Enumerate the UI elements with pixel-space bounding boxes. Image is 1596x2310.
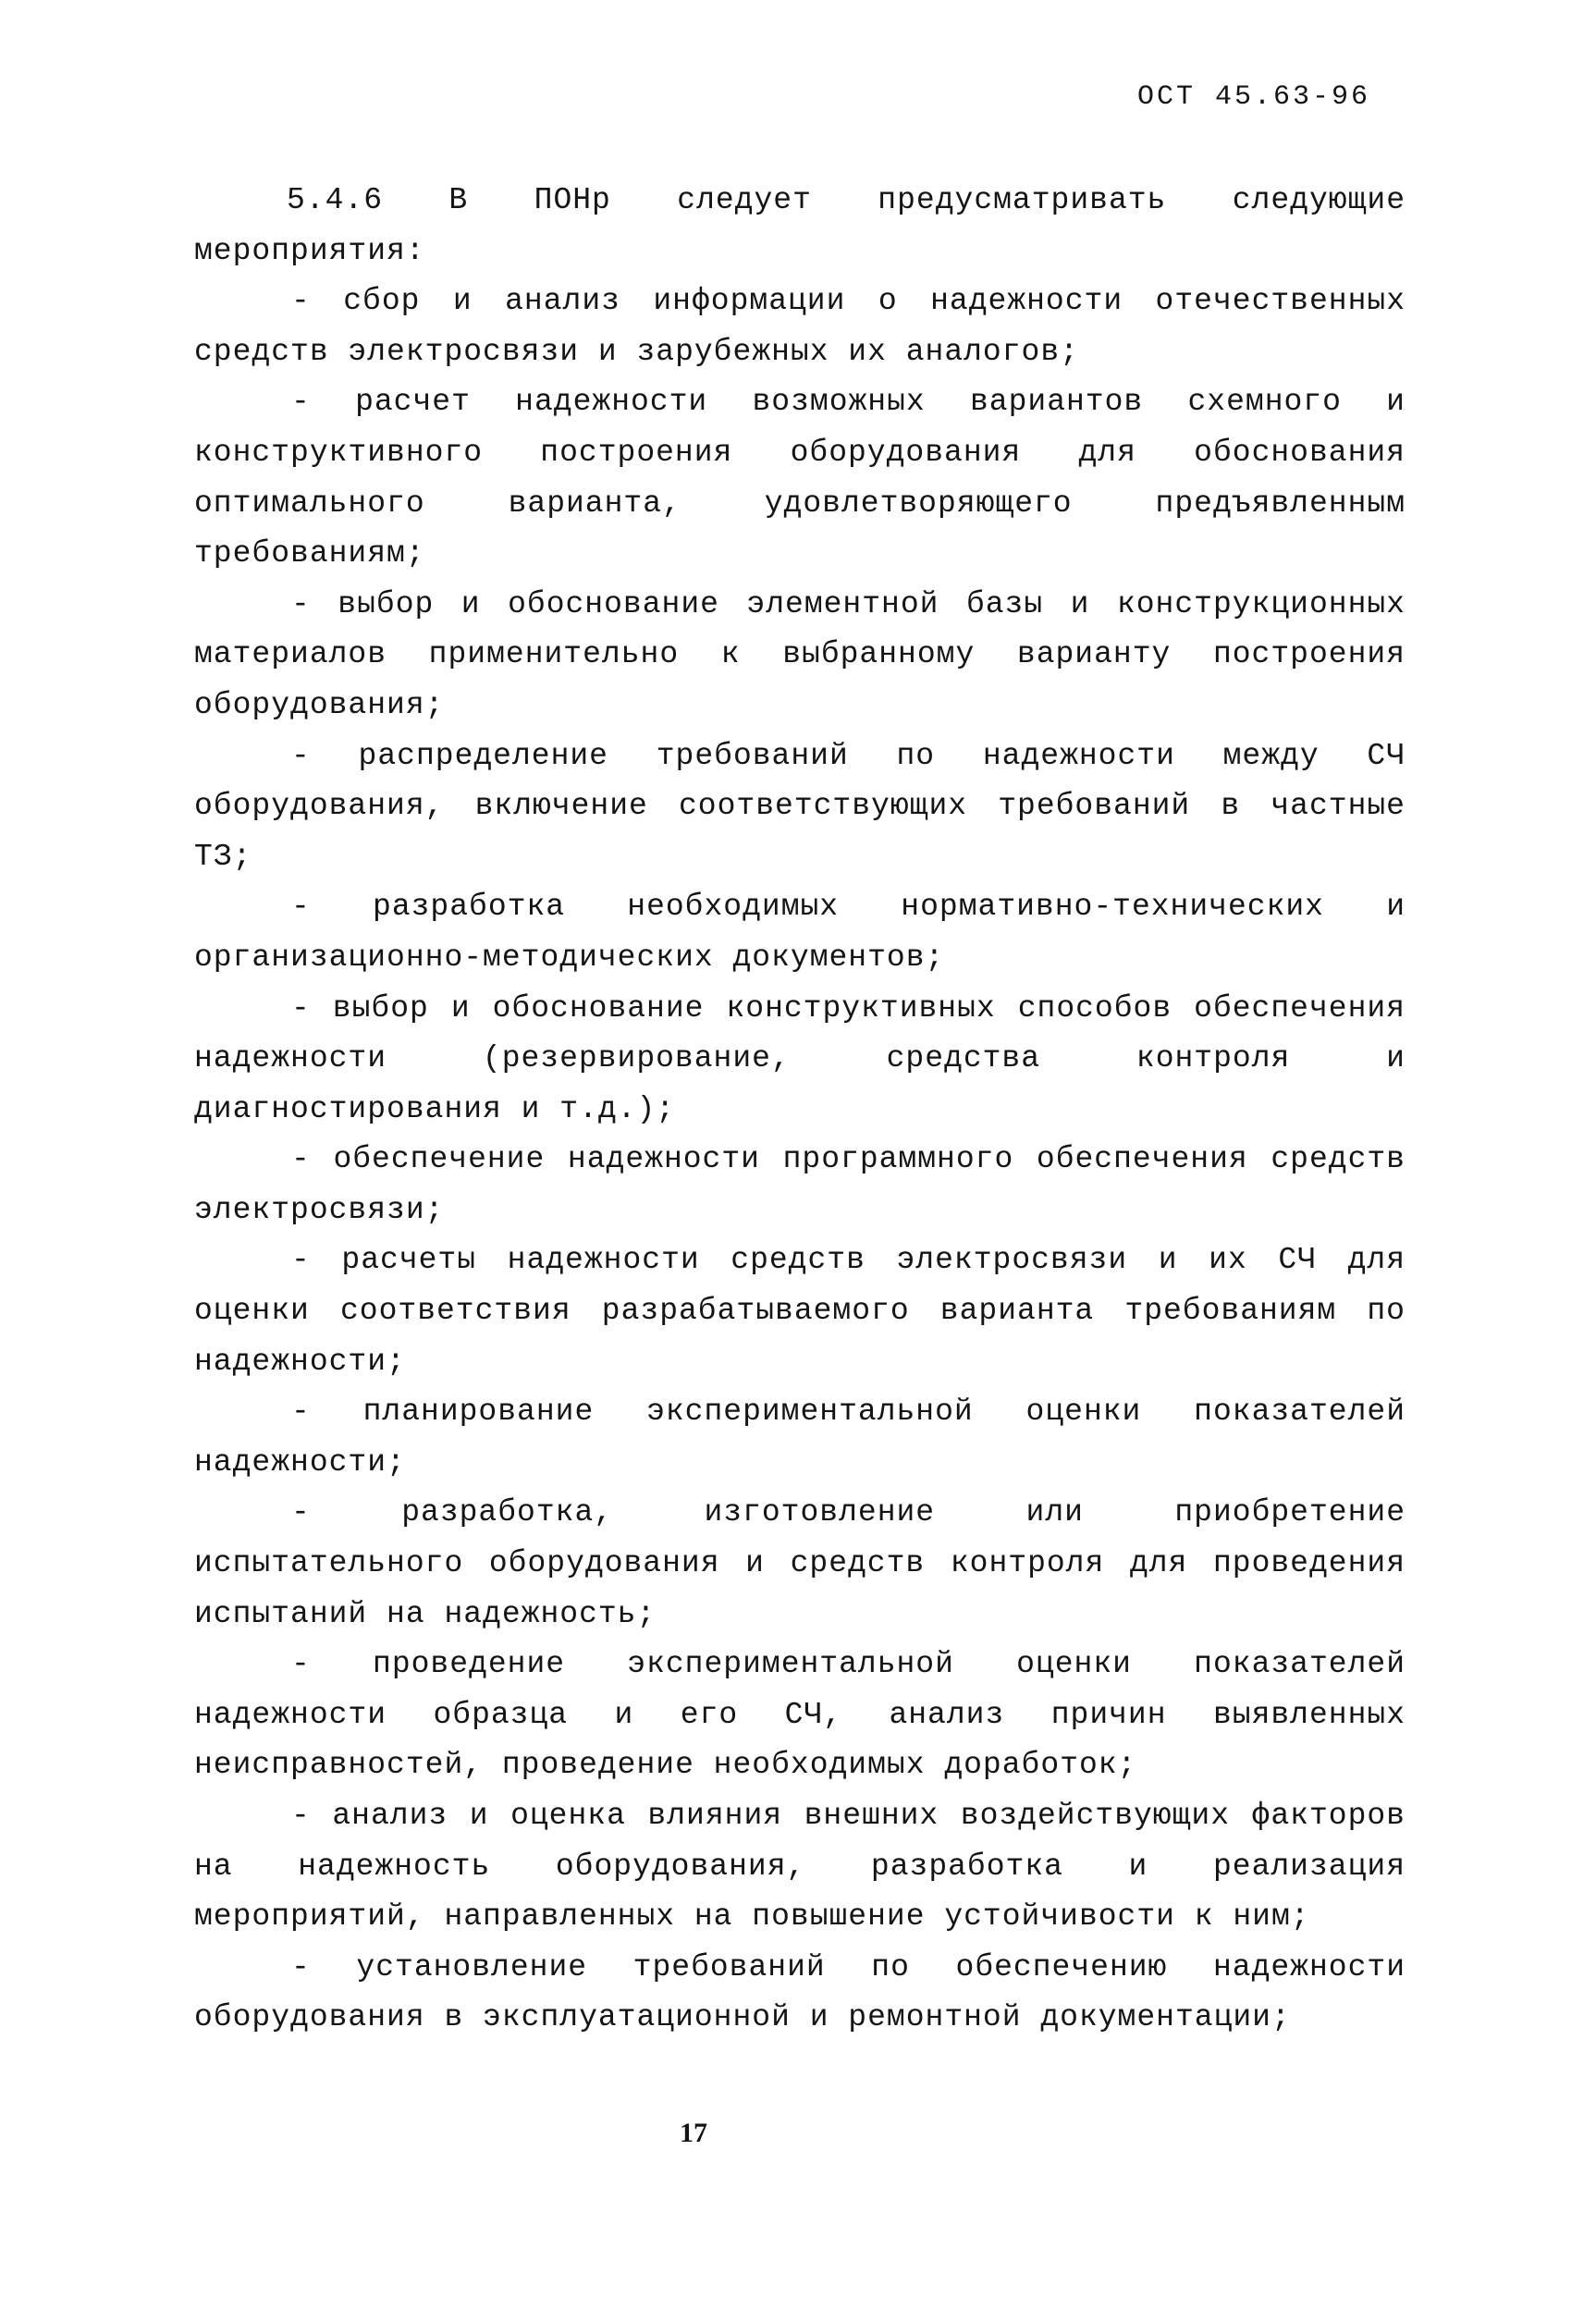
list-item: - планирование экспериментальной оценки показателей надежности; [194, 1395, 1406, 1480]
list-item: - выбор и обоснование конструктивных способов обеспечения надежности (резервирование, средства контроля и диагностирования и т.д.); [194, 990, 1406, 1126]
section-intro: 5.4.6 В ПОНр следует предусматривать следующие мероприятия: [194, 183, 1406, 268]
list-item: - распределение требований по надежности между СЧ оборудования, включение соответствующих требований в частные ТЗ; [194, 738, 1406, 874]
list-item: - расчет надежности возможных вариантов схемного и конструктивного построения оборудования для обоснования оптимального варианта, удовлетворяющего предъявленным требованиям; [194, 385, 1406, 571]
page-number: 17 [680, 2118, 707, 2148]
list-item: - обеспечение надежности программного обеспечения средств электросвязи; [194, 1142, 1406, 1227]
list-item: - анализ и оценка влияния внешних воздействующих факторов на надежность оборудования, разработка и реализация мероприятий, направленных на повышение устойчивости к ним; [194, 1799, 1406, 1935]
list-item: - расчеты надежности средств электросвязи и их СЧ для оценки соответствия разрабатываемого варианта требованиям по надежности; [194, 1243, 1406, 1379]
list-item: - разработка, изготовление или приобретение испытательного оборудования и средств контроля для проведения испытаний на надежность; [194, 1495, 1406, 1631]
list-item: - выбор и обоснование элементной базы и конструкционных материалов применительно к выбранному варианту построения оборудования; [194, 586, 1406, 722]
list-item: - разработка необходимых нормативно-технических и организационно-методических документов; [194, 890, 1406, 975]
document-body [194, 176, 1406, 2044]
list-item: - установление требований по обеспечению надежности оборудования в эксплуатационной и ремонтной документации; [194, 1949, 1406, 2035]
list-item: - проведение экспериментальной оценки показателей надежности образца и его СЧ, анализ причин выявленных неисправностей, проведение необходимых доработок; [194, 1647, 1406, 1783]
list-item: - сбор и анализ информации о надежности отечественных средств электросвязи и зарубежных их аналогов; [194, 284, 1406, 369]
document-header: ОСТ 45.63-96 [1137, 81, 1371, 113]
